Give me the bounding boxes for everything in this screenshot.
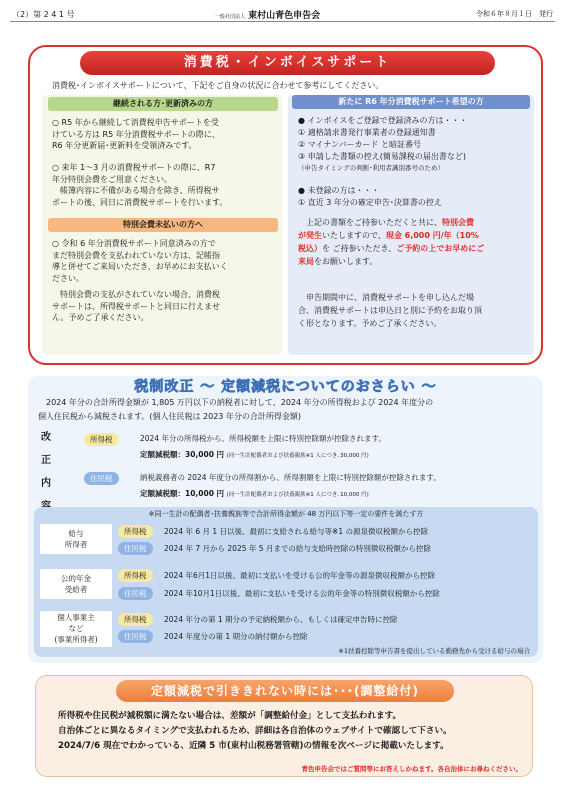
doc-item-3: ③ 申請した書類の控え(簡易課税の届出書など) (298, 152, 466, 161)
income-tax-tag: 所得税 (84, 433, 119, 446)
salary-resident-tax-text: 2024 年 7 月から 2025 年 5 月までの給与支給時控除の特別徴収税額から控除 (164, 544, 431, 553)
section-body: 所得税や住民税が減税額に満たない場合は、差額が「調整給付金」として支払われます。 自治体ごとに異なるタイミングで支払われるため、詳細は各自治体のウェブサイトで確認して下さい。 2024/7/6 現在でわかっている、近隣 5 市(東村山税務署管轄)の情報を次ページに掲載いたします。 (58, 711, 452, 751)
issue-number: （2）第 2 4 1 号 (12, 10, 75, 19)
dependent-footnote: ※1扶養控除等申告書を提出している勤務先から受ける給与の場合 (338, 647, 530, 655)
eligibility-note: ※同一生計の配偶者･扶養親族等で合計所得金額が 48 万円以下等一定の要件を満たす方 (148, 510, 424, 518)
filing-period-paragraph: 申告期間中に、消費税サポートを申し込んだ場 合、消費税サポートは申込日と別に予約をお取り頂 く形となります。予めご了承ください。 (298, 293, 482, 328)
continuing-heading: 継続される方･更新済みの方 (48, 97, 278, 111)
proprietor-resident-tax-text: 2024 年度分の第 1 期分の納付額から控除 (164, 632, 308, 641)
salary-earner-label: 給与 所得者 (40, 524, 112, 554)
resident-tax-amount: 定額減税額：10,000 円 (同一生計配偶者および扶養親族※1 人につき､10,000 円) (140, 489, 369, 498)
proprietor-resident-tax-tag: 住民税 (118, 630, 153, 643)
unpaid-paragraph-2: 特別会費の支払がされていない場合、消費税 サポートは、所得税サポートと同日に行えませ ん。予めご了承ください。 (52, 290, 220, 322)
pension-resident-tax-text: 2024 年10月1日以後、最初に支払いを受ける公的年金等の特別徴収税額から控除 (164, 589, 440, 598)
proprietor-income-tax-text: 2024 年分の第 1 期分の予定納税額から、もしくは確定申告時に控除 (164, 615, 398, 624)
section-title: 消費税・インボイスサポート (80, 51, 495, 75)
income-tax-amount: 定額減税額：30,000 円 (同一生計配偶者および扶養親族※1 人につき､30,000 円) (140, 450, 369, 459)
proprietor-income-tax-tag: 所得税 (118, 613, 153, 626)
issue-date: 令和６年８月１日 発行 (476, 10, 553, 18)
sole-proprietor-label: 個人事業主 など (事業所得者) (40, 611, 112, 647)
deduction-timing-box (34, 507, 538, 657)
continuing-paragraph-2: ○ 来年 1～3 月の消費税サポートの際に、R7 年分特別会費をご用意ください。 帳簿内容に不備がある場合を除き、所得税サ ポートの後、同日に消費税サポートを行います。 (52, 163, 228, 207)
adjustment-benefit-section (35, 675, 533, 777)
disclaimer: 青色申告会ではご質問等にお答えしかねます。各自治体にお尋ねください。 (301, 765, 522, 773)
page-header (10, 8, 555, 22)
tax-reduction-section (28, 376, 543, 663)
salary-income-tax-tag: 所得税 (118, 525, 153, 538)
section-intro: 消費税･インボイスサポートについて、下記をご自身の状況に合わせて参考にしてください。 (52, 81, 384, 90)
unregistered-item: ① 直近 3 年分の確定申告･決算書の控え (298, 198, 442, 207)
left-column (42, 95, 282, 355)
pension-recipient-label: 公的年金 受給者 (40, 569, 112, 599)
salary-resident-tax-tag: 住民税 (118, 542, 153, 555)
section-intro: 2024 年分の合計所得金額が 1,805 万円以下の納税者に対して、2024 年分の所得税および 2024 年度分の 個人住民税から減税されます。(個人住民税は 2023 年分の合計所得金額) (38, 398, 434, 421)
section-title: 定額減税で引ききれない時には･･･(調整給付) (116, 680, 454, 702)
pension-income-tax-text: 2024 年6月1日以後、最初に支払いを受ける公的年金等の源泉徴収税額から控除 (164, 571, 436, 580)
pension-resident-tax-tag: 住民税 (118, 587, 153, 600)
resident-tax-text: 納税義務者の 2024 年度分の所得割から、所得割額を上限に特別控除額が控除されます。 (140, 473, 441, 482)
unregistered-heading: ● 未登録の方は・・・ (298, 186, 380, 195)
doc-item-2: ② マイナンバーカード と暗証番号 (298, 140, 421, 149)
unpaid-paragraph-1: ○ 令和 6 年分消費税サポート同意済みの方で まだ特別会費を支払われていない方は、記帳指 導と併せてご来局いただき、お早めにお支払いく ださい。 (52, 239, 228, 283)
invoice-support-section (28, 45, 543, 365)
doc-note: （申告タイミングの判断･利用者識別番号のため） (298, 164, 444, 172)
continuing-paragraph-1: ○ R5 年から継続して消費税申告サポートを受 けている方は R5 年分消費税サポートの際に、 R6 年分更新届･更新料を受領済みです。 (52, 118, 220, 150)
revision-vertical-label: 改 正 内 (41, 432, 51, 489)
right-column (288, 95, 534, 355)
section-title: 税制改正 ～ 定額減税についてのおさらい ～ (134, 379, 437, 395)
registered-heading: ● インボイスをご登録で登録済みの方は・・・ (298, 116, 468, 125)
new-applicant-heading: 新たに R6 年分消費税サポート希望の方 (292, 95, 530, 109)
org-name: 一般社団法人 東村山青色申告会 (215, 11, 321, 21)
salary-income-tax-text: 2024 年 6 月 1 日以後、最初に支給される給与等※1 の源泉徴収税額から控除 (164, 527, 428, 536)
pension-income-tax-tag: 所得税 (118, 569, 153, 582)
doc-item-1: ① 適格請求書発行事業者の登録通知書 (298, 128, 436, 137)
fee-paragraph: 上記の書類をご持参いただくと共に、特別会費 が発生いたしますので、現金 6,000 円/年（10% 税込）を ご持参いただき、ご予約の上でお早めにご 来局をお願いします。 (298, 218, 485, 266)
resident-tax-tag: 住民税 (84, 472, 119, 485)
income-tax-text: 2024 年分の所得税から、所得税額を上限に特別控除額が控除されます。 (140, 434, 386, 443)
unpaid-fee-heading: 特別会費未払いの方へ (48, 218, 278, 232)
